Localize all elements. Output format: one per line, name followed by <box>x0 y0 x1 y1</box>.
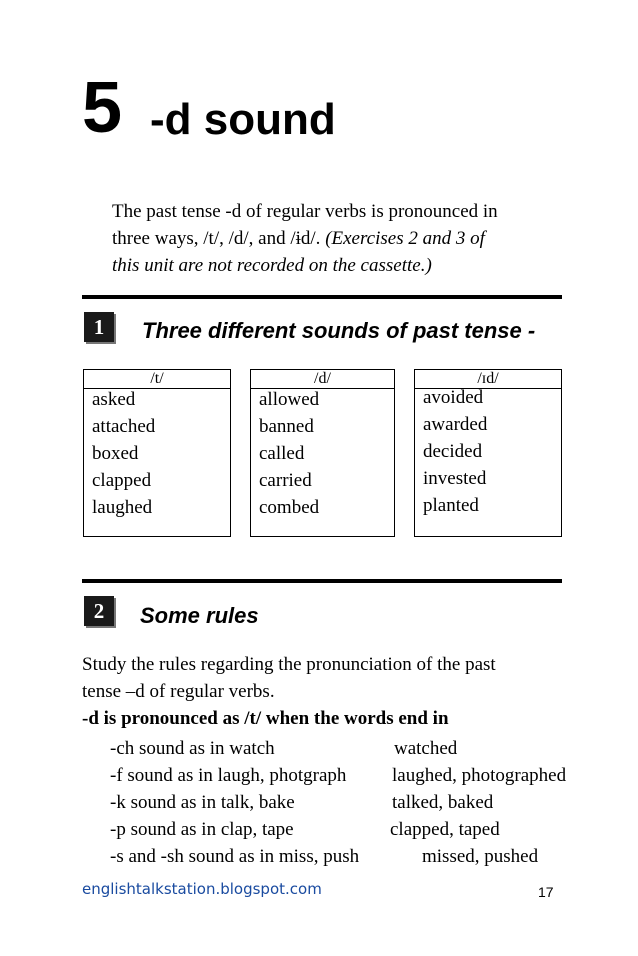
intro-line-2-text: three ways, /t/, /d/, and /ɨd/. <box>112 228 326 249</box>
section-2-divider <box>82 579 562 583</box>
rule-row <box>110 789 610 816</box>
rule-example: missed, pushed <box>422 846 539 867</box>
word: clapped <box>92 470 152 491</box>
rule-sound: -ch sound as in watch <box>110 738 275 759</box>
intro-line-3: this unit are not recorded on the cassette.) <box>112 255 432 276</box>
section-1-divider <box>82 295 562 299</box>
word: boxed <box>92 443 139 464</box>
rule-sound: -f sound as in laugh, photgraph <box>110 765 347 786</box>
section-2-intro-line-2: tense –d of regular verbs. <box>82 681 275 702</box>
column-d-head: /d/ <box>251 370 394 389</box>
rule-row <box>110 816 610 843</box>
rule-row <box>110 735 610 762</box>
word: invested <box>423 468 487 489</box>
unit-number: 5 <box>82 68 123 148</box>
rule-row <box>110 762 610 789</box>
column-d <box>250 369 395 537</box>
unit-title: -d sound <box>150 95 336 144</box>
word: avoided <box>423 387 484 408</box>
rule-sound: -p sound as in clap, tape <box>110 819 294 840</box>
section-2-badge: 2 <box>84 596 114 626</box>
column-id-words <box>415 384 561 519</box>
column-id <box>414 369 562 537</box>
section-1-badge: 1 <box>84 312 114 342</box>
word: combed <box>259 497 320 518</box>
intro-line-2 <box>112 225 582 252</box>
word: planted <box>423 495 479 516</box>
rules-list <box>110 735 610 870</box>
rule-heading: -d is pronounced as /t/ when the words end in <box>82 708 449 729</box>
intro-line-2-note: (Exercises 2 and 3 of <box>325 228 485 249</box>
word: carried <box>259 470 312 491</box>
intro-paragraph <box>112 198 582 279</box>
word: called <box>259 443 305 464</box>
word: allowed <box>259 389 320 410</box>
word: attached <box>92 416 156 437</box>
word: decided <box>423 441 483 462</box>
rule-example: talked, baked <box>392 792 494 813</box>
rule-sound: -s and -sh sound as in miss, push <box>110 846 360 867</box>
page-number: 17 <box>538 884 554 900</box>
section-2-intro-line-1: Study the rules regarding the pronunciation of the past <box>82 654 496 675</box>
column-t <box>83 369 231 537</box>
section-2-title: Some rules <box>140 603 259 628</box>
column-id-head: /ɪd/ <box>415 370 561 389</box>
word: awarded <box>423 414 488 435</box>
rule-example: watched <box>394 738 458 759</box>
word: asked <box>92 389 136 410</box>
rule-row <box>110 843 610 870</box>
column-t-words <box>84 386 230 521</box>
section-2-intro <box>82 651 602 732</box>
column-d-words <box>251 386 394 521</box>
section-1-title: Three different sounds of past tense - <box>142 318 536 343</box>
rule-sound: -k sound as in talk, bake <box>110 792 295 813</box>
footer-link[interactable]: englishtalkstation.blogspot.com <box>82 880 322 898</box>
rule-example: clapped, taped <box>390 819 500 840</box>
word: banned <box>259 416 314 437</box>
column-t-head: /t/ <box>84 370 230 389</box>
word: laughed <box>92 497 153 518</box>
rule-example: laughed, photographed <box>392 765 567 786</box>
intro-line-1: The past tense -d of regular verbs is pronounced in <box>112 201 498 222</box>
